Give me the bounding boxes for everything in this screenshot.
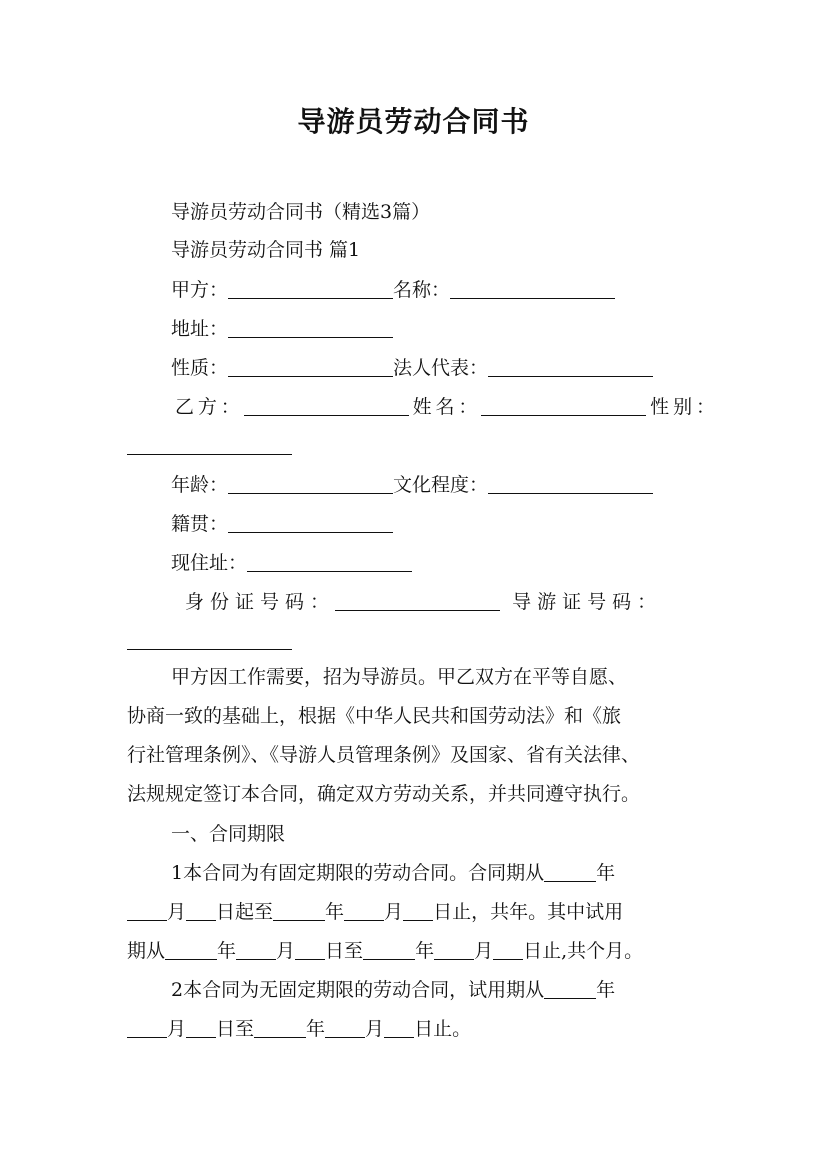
year-label: 年 — [596, 979, 616, 1001]
party-b-guide-id-label: 导游证号码： — [512, 591, 663, 613]
clause-1-heading: 一、合同期限 — [171, 823, 286, 845]
party-b-gender-label: 性别： — [646, 396, 715, 418]
clause-1-item-1-line-1 — [171, 861, 751, 885]
day-trial-to-label: 日至 — [325, 940, 364, 962]
party-b-age-label: 年龄： — [171, 474, 229, 496]
day-to-label: 日至 — [216, 1018, 255, 1040]
trial-start-day-blank[interactable] — [295, 941, 325, 960]
trial-end-day-blank[interactable] — [493, 941, 523, 960]
party-a-blank[interactable] — [228, 280, 393, 299]
month-label: 月 — [167, 901, 187, 923]
page-title: 导游员劳动合同书 — [297, 105, 530, 138]
party-b-age-row — [171, 473, 751, 497]
open-trial-start-month-blank[interactable] — [127, 1019, 167, 1038]
trial-end-month-blank[interactable] — [434, 941, 474, 960]
party-a-address-row — [171, 317, 751, 341]
party-a-legal-rep-label: 法人代表： — [393, 357, 489, 379]
month-label: 月 — [167, 1018, 187, 1040]
clause-1-item-1-start: 1本合同为有固定期限的劳动合同。合同期从 — [171, 862, 545, 884]
party-b-origin-blank[interactable] — [228, 514, 393, 533]
contract-start-day-blank[interactable] — [186, 902, 216, 921]
open-trial-end-day-blank[interactable] — [384, 1019, 414, 1038]
intro-line-2: 协商一致的基础上，根据《中华人民共和国劳动法》和《旅 — [127, 705, 622, 727]
month-label: 月 — [384, 901, 404, 923]
year-label: 年 — [596, 862, 616, 884]
trial-prefix: 期从 — [127, 940, 166, 962]
party-a-label: 甲方： — [171, 279, 229, 301]
clause-1-item-1-line-2 — [127, 900, 707, 924]
party-b-guide-id-blank[interactable] — [127, 631, 292, 650]
day-from-label: 日起至 — [216, 901, 274, 923]
party-b-origin-row — [171, 512, 751, 536]
intro-line-3: 行社管理条例》、《导游人员管理条例》及国家、省有关法律、 — [127, 744, 641, 766]
month-label: 月 — [474, 940, 494, 962]
trial-end-year-blank[interactable] — [363, 941, 415, 960]
party-b-id-blank[interactable] — [335, 592, 500, 611]
section-heading: 导游员劳动合同书 篇1 — [171, 239, 361, 261]
party-b-origin-label: 籍贯： — [171, 513, 229, 535]
party-b-blank[interactable] — [244, 397, 409, 416]
party-b-gender-continued — [127, 434, 707, 458]
clause-1-item-2-start: 2本合同为无固定期限的劳动合同，试用期从 — [171, 979, 545, 1001]
party-b-id-label: 身份证号码： — [185, 591, 336, 613]
party-a-row — [171, 278, 751, 302]
contract-end-day-blank[interactable] — [403, 902, 433, 921]
party-a-address-label: 地址： — [171, 318, 229, 340]
month-label: 月 — [365, 1018, 385, 1040]
year-label: 年 — [217, 940, 237, 962]
party-b-row — [175, 395, 715, 419]
party-b-education-label: 文化程度： — [393, 474, 489, 496]
party-a-nature-label: 性质： — [171, 357, 229, 379]
trial-end-label: 日止,共个月。 — [523, 940, 644, 962]
party-b-current-address-label: 现住址： — [171, 552, 248, 574]
end-label: 日止。 — [414, 1018, 472, 1040]
party-a-address-blank[interactable] — [228, 319, 393, 338]
contract-end-year-blank[interactable] — [273, 902, 325, 921]
doc-subtitle: 导游员劳动合同书（精选3篇） — [171, 201, 431, 223]
month-label: 月 — [276, 940, 296, 962]
contract-start-month-blank[interactable] — [127, 902, 167, 921]
party-a-name-blank[interactable] — [450, 280, 615, 299]
trial-start-year-blank[interactable] — [165, 941, 217, 960]
open-trial-start-year-blank[interactable] — [544, 980, 596, 999]
clause-1-item-1-line-3 — [127, 939, 707, 963]
clause-1-item-2-line-1 — [171, 978, 751, 1002]
party-b-label: 乙方： — [175, 396, 244, 418]
party-b-id-row — [185, 590, 700, 614]
year-label: 年 — [415, 940, 435, 962]
party-b-current-address-blank[interactable] — [247, 553, 412, 572]
party-b-age-blank[interactable] — [228, 475, 393, 494]
party-b-guide-id-continued — [127, 629, 707, 653]
day-to-label: 日止，共年。其中试用 — [433, 901, 624, 923]
year-label: 年 — [306, 1018, 326, 1040]
clause-1-item-2-line-2 — [127, 1017, 707, 1041]
party-b-name-blank[interactable] — [481, 397, 646, 416]
party-a-name-label: 名称： — [393, 279, 451, 301]
party-b-current-address-row — [171, 551, 751, 575]
contract-start-year-blank[interactable] — [544, 863, 596, 882]
party-b-gender-blank[interactable] — [127, 436, 292, 455]
open-trial-end-year-blank[interactable] — [254, 1019, 306, 1038]
contract-end-month-blank[interactable] — [344, 902, 384, 921]
party-a-nature-blank[interactable] — [228, 358, 393, 377]
open-trial-end-month-blank[interactable] — [325, 1019, 365, 1038]
open-trial-start-day-blank[interactable] — [186, 1019, 216, 1038]
party-b-education-blank[interactable] — [488, 475, 653, 494]
trial-start-month-blank[interactable] — [236, 941, 276, 960]
year-label: 年 — [325, 901, 345, 923]
intro-line-1: 甲方因工作需要，招为导游员。甲乙双方在平等自愿、 — [171, 666, 628, 688]
party-a-nature-row — [171, 356, 751, 380]
party-b-name-label: 姓名： — [408, 396, 482, 418]
party-a-legal-rep-blank[interactable] — [488, 358, 653, 377]
intro-line-4: 法规规定签订本合同，确定双方劳动关系，并共同遵守执行。 — [127, 783, 641, 805]
